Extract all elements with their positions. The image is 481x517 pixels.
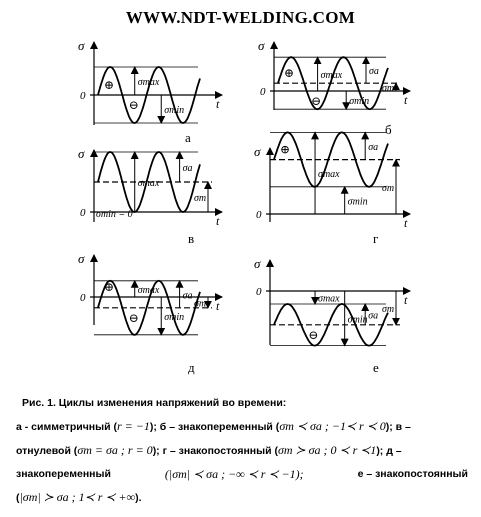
caption-line-4: [16, 486, 468, 510]
t-axis-label: t: [404, 293, 408, 307]
sigma-m-label: σm: [382, 83, 395, 95]
sigma-a-label: σa: [182, 290, 193, 302]
origin-label: 0: [256, 209, 262, 221]
origin-label: 0: [80, 292, 86, 304]
caption-text: а - симметричный (: [16, 421, 117, 433]
sigma-min-zero-label: σmin = 0: [96, 209, 133, 220]
t-axis-label: t: [216, 214, 220, 228]
caption-text: ).: [135, 492, 142, 504]
panel-b: [258, 38, 410, 137]
positive-region-marker: ⊕: [104, 78, 115, 92]
sigma-min-label: σmin: [349, 96, 370, 108]
sigma-min-label: σmin: [347, 314, 368, 326]
caption-text: ); д –: [376, 445, 402, 457]
sigma-m-label: σm: [194, 298, 207, 310]
t-axis-label: t: [404, 216, 408, 230]
sigma-max-label: σmax: [320, 70, 343, 82]
caption-formula: σm ≺ σa ; −1≺ r ≺ 0: [279, 419, 386, 433]
caption-line-1: [16, 415, 468, 439]
caption-formula: (|σm| ≺ σa ; −∞ ≺ r ≺ −1);: [164, 467, 304, 481]
figure-caption: [16, 392, 468, 510]
panel-label: в: [188, 231, 195, 246]
caption-formula: σm = σa ; r = 0: [77, 443, 153, 457]
caption-text: ); б – знакопеременный (: [149, 421, 280, 433]
caption-text: (: [16, 492, 20, 504]
sigma-a-label: σa: [368, 310, 379, 322]
panel-g: [254, 132, 410, 246]
sigma-a-label: σa: [369, 66, 379, 78]
panel-label: а: [185, 130, 191, 145]
origin-label: 0: [80, 207, 86, 219]
panel-label: г: [373, 231, 379, 246]
panel-label: е: [373, 360, 379, 375]
sigma-m-label: σm: [382, 303, 395, 315]
sigma-m-label: σm: [382, 182, 395, 194]
caption-text: знакопеременный: [16, 468, 111, 480]
sigma-max-label: σmax: [137, 284, 160, 296]
sigma-max-label: σmax: [137, 77, 160, 88]
t-axis-label: t: [404, 93, 408, 107]
caption-formula: r = −1: [117, 419, 150, 433]
t-axis-label: t: [216, 299, 220, 313]
sigma-min-label: σmin: [164, 311, 185, 323]
caption-text: отнулевой (: [16, 445, 78, 457]
caption-line-3: [16, 463, 468, 486]
sigma-m-label: σm: [194, 193, 207, 204]
sigma-axis-label: σ: [78, 251, 85, 266]
positive-region-marker: ⊕: [284, 66, 295, 81]
caption-formula: σm ≻ σa ; 0 ≺ r ≺1: [277, 443, 377, 457]
origin-label: 0: [260, 86, 266, 98]
sigma-a-label: σa: [182, 163, 193, 174]
negative-region-marker: ⊖: [128, 98, 139, 112]
panel-a: [78, 38, 222, 145]
panel-v: [78, 146, 222, 246]
site-title: WWW.NDT-WELDING.COM: [125, 8, 356, 27]
origin-label: 0: [256, 286, 262, 298]
sigma-max-label: σmax: [318, 293, 340, 305]
sigma-min-label: σmin: [347, 196, 368, 208]
sigma-max-label: σmax: [318, 169, 340, 181]
sigma-axis-label: σ: [258, 38, 265, 53]
panel-label: б: [385, 122, 392, 137]
negative-region-marker: ⊖: [308, 327, 319, 342]
sigma-axis-label: σ: [254, 144, 261, 159]
panel-d: [78, 251, 222, 375]
caption-text: ); г – знакопостоянный (: [152, 445, 278, 457]
t-axis-label: t: [216, 97, 220, 111]
sigma-min-label: σmin: [164, 105, 185, 116]
sigma-axis-label: σ: [78, 146, 85, 161]
caption-text: ); в –: [385, 421, 411, 433]
sigma-max-label: σmax: [137, 178, 160, 189]
panel-e: [254, 256, 410, 375]
panel-label: д: [188, 360, 195, 375]
caption-text: е – знакопостоянный: [357, 468, 468, 480]
sigma-axis-label: σ: [78, 38, 85, 53]
sigma-a-label: σa: [368, 142, 379, 153]
positive-region-marker: ⊕: [280, 142, 291, 157]
caption-formula: |σm| ≻ σa ; 1≺ r ≺ +∞: [19, 490, 136, 504]
caption-title: Рис. 1. Циклы изменения напряжений во времени:: [22, 397, 287, 409]
origin-label: 0: [80, 90, 86, 102]
negative-region-marker: ⊖: [311, 94, 322, 108]
negative-region-marker: ⊖: [128, 310, 139, 325]
caption-line-2: [16, 439, 468, 463]
sigma-axis-label: σ: [254, 256, 261, 271]
positive-region-marker: ⊕: [104, 280, 115, 294]
